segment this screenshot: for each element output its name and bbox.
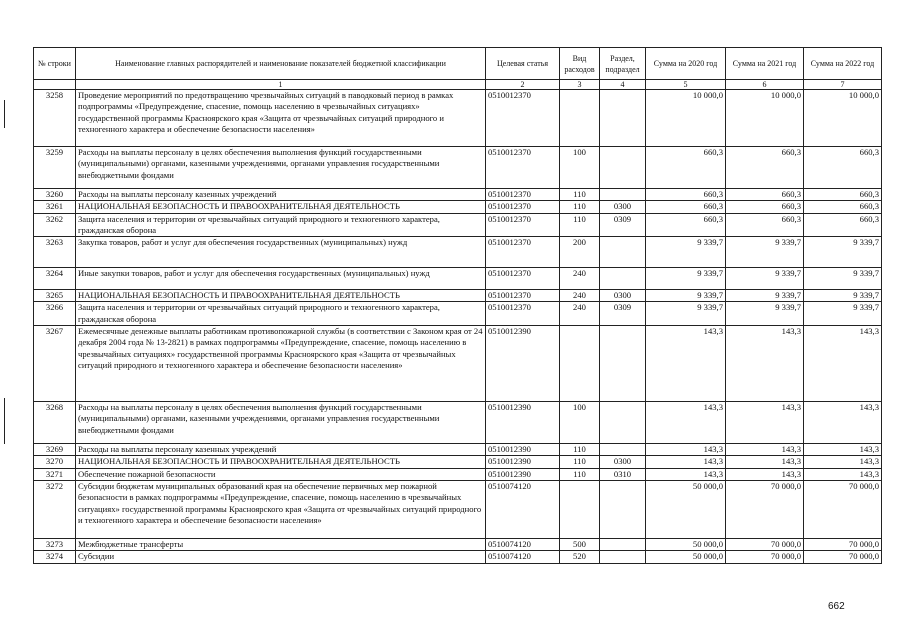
- row-sum-2020: 50 000,0: [646, 480, 726, 538]
- row-expense-kind: 200: [560, 237, 600, 268]
- table-row: [34, 90, 882, 147]
- row-name: Расходы на выплаты персоналу казенных учреждений: [76, 189, 486, 201]
- row-target-article: 0510012370: [486, 189, 560, 201]
- row-target-article: 0510012370: [486, 213, 560, 237]
- row-name: Защита населения и территории от чрезвычайных ситуаций природного и техногенного характера, гражданская оборона: [76, 213, 486, 237]
- row-sum-2020: 660,3: [646, 147, 726, 189]
- row-expense-kind: 110: [560, 201, 600, 213]
- row-sum-2022: 70 000,0: [804, 538, 882, 550]
- row-expense-kind: 520: [560, 551, 600, 563]
- table-row: [34, 402, 882, 444]
- row-target-article: 0510012370: [486, 290, 560, 302]
- row-sum-2020: 50 000,0: [646, 551, 726, 563]
- row-section: [600, 538, 646, 550]
- row-sum-2021: 660,3: [726, 189, 804, 201]
- row-sum-2021: 143,3: [726, 444, 804, 456]
- row-sum-2021: 660,3: [726, 201, 804, 213]
- row-number: 3259: [34, 147, 76, 189]
- row-sum-2021: 70 000,0: [726, 551, 804, 563]
- row-sum-2021: 70 000,0: [726, 480, 804, 538]
- budget-table: [33, 47, 882, 564]
- row-name: Расходы на выплаты персоналу казенных учреждений: [76, 444, 486, 456]
- row-section: [600, 189, 646, 201]
- column-number: 3: [560, 80, 600, 90]
- row-sum-2022: 143,3: [804, 456, 882, 468]
- row-name: Субсидии бюджетам муниципальных образований края на обеспечение первичных мер пожарной безопасности в рамках подпрограммы «Предупреждение, спасение, помощь населению в чрезвычайных ситуациях» государственной программы Красноярского края «Защита от чрезвычайных ситуаций природного и техногенного характера и обеспечение безопасности населения»: [76, 480, 486, 538]
- row-target-article: 0510012370: [486, 302, 560, 326]
- row-sum-2021: 9 339,7: [726, 302, 804, 326]
- row-sum-2022: 143,3: [804, 444, 882, 456]
- row-section: 0300: [600, 456, 646, 468]
- row-number: 3262: [34, 213, 76, 237]
- row-expense-kind: 110: [560, 444, 600, 456]
- row-expense-kind: 110: [560, 189, 600, 201]
- row-sum-2022: 143,3: [804, 326, 882, 402]
- row-sum-2021: 660,3: [726, 213, 804, 237]
- table-row: [34, 268, 882, 290]
- row-sum-2022: 660,3: [804, 147, 882, 189]
- row-sum-2020: 50 000,0: [646, 538, 726, 550]
- row-sum-2020: 143,3: [646, 444, 726, 456]
- row-target-article: 0510012390: [486, 402, 560, 444]
- row-number: 3270: [34, 456, 76, 468]
- header-section: Раздел, подраздел: [600, 48, 646, 80]
- row-expense-kind: 110: [560, 468, 600, 480]
- row-name: Ежемесячные денежные выплаты работникам противопожарной службы (в соответствии с Законом края от 24 декабря 2004 года № 13-2821) в рамках подпрограммы «Предупреждение, спасение, помощь населению в чрезвычайных ситуациях» государственной программы Красноярского края «Защита от чрезвычайных ситуаций природного и техногенного характера и обеспечение безопасности населения»: [76, 326, 486, 402]
- row-name: Межбюджетные трансферты: [76, 538, 486, 550]
- row-sum-2022: 143,3: [804, 468, 882, 480]
- table-header: [34, 48, 882, 80]
- column-number-row: [34, 80, 882, 90]
- row-sum-2020: 9 339,7: [646, 237, 726, 268]
- row-sum-2022: 9 339,7: [804, 237, 882, 268]
- table-row: [34, 189, 882, 201]
- row-sum-2022: 70 000,0: [804, 480, 882, 538]
- row-sum-2022: 9 339,7: [804, 268, 882, 290]
- row-target-article: 0510012370: [486, 147, 560, 189]
- row-sum-2020: 9 339,7: [646, 268, 726, 290]
- row-sum-2022: 70 000,0: [804, 551, 882, 563]
- row-expense-kind: 100: [560, 402, 600, 444]
- row-sum-2021: 143,3: [726, 402, 804, 444]
- row-number: 3265: [34, 290, 76, 302]
- row-target-article: 0510012390: [486, 468, 560, 480]
- row-expense-kind: 240: [560, 302, 600, 326]
- row-sum-2020: 9 339,7: [646, 302, 726, 326]
- row-sum-2021: 143,3: [726, 468, 804, 480]
- row-expense-kind: [560, 90, 600, 147]
- row-sum-2020: 10 000,0: [646, 90, 726, 147]
- row-sum-2021: 143,3: [726, 456, 804, 468]
- table-row: [34, 302, 882, 326]
- row-target-article: 0510012370: [486, 90, 560, 147]
- row-sum-2021: 9 339,7: [726, 237, 804, 268]
- header-row-number: № строки: [34, 48, 76, 80]
- row-name: Расходы на выплаты персоналу в целях обеспечения выполнения функций государственными (муниципальными) органами, казенными учреждениями, органами управления государственными внебюджетными фондами: [76, 402, 486, 444]
- row-sum-2022: 10 000,0: [804, 90, 882, 147]
- row-section: [600, 237, 646, 268]
- row-sum-2021: 660,3: [726, 147, 804, 189]
- row-sum-2022: 660,3: [804, 213, 882, 237]
- row-name: НАЦИОНАЛЬНАЯ БЕЗОПАСНОСТЬ И ПРАВООХРАНИТЕЛЬНАЯ ДЕЯТЕЛЬНОСТЬ: [76, 456, 486, 468]
- row-target-article: 0510012390: [486, 456, 560, 468]
- row-section: [600, 147, 646, 189]
- row-sum-2020: 143,3: [646, 456, 726, 468]
- row-sum-2021: 10 000,0: [726, 90, 804, 147]
- row-section: [600, 90, 646, 147]
- row-expense-kind: 100: [560, 147, 600, 189]
- row-sum-2021: 143,3: [726, 326, 804, 402]
- row-number: 3260: [34, 189, 76, 201]
- row-section: [600, 444, 646, 456]
- row-section: [600, 402, 646, 444]
- table-row: [34, 468, 882, 480]
- row-expense-kind: [560, 480, 600, 538]
- column-number: 7: [804, 80, 882, 90]
- table-row: [34, 213, 882, 237]
- row-target-article: 0510012390: [486, 444, 560, 456]
- margin-mark: [4, 100, 5, 128]
- row-name: Закупка товаров, работ и услуг для обеспечения государственных (муниципальных) нужд: [76, 237, 486, 268]
- row-sum-2020: 143,3: [646, 402, 726, 444]
- row-expense-kind: 240: [560, 268, 600, 290]
- row-target-article: 0510012370: [486, 237, 560, 268]
- table-body: [34, 80, 882, 564]
- row-number: 3269: [34, 444, 76, 456]
- row-number: 3272: [34, 480, 76, 538]
- row-section: [600, 268, 646, 290]
- column-number: 1: [76, 80, 486, 90]
- header-expense-kind: Вид расходов: [560, 48, 600, 80]
- row-number: 3264: [34, 268, 76, 290]
- row-number: 3266: [34, 302, 76, 326]
- row-sum-2021: 9 339,7: [726, 290, 804, 302]
- table-row: [34, 551, 882, 563]
- row-expense-kind: 500: [560, 538, 600, 550]
- column-number: 4: [600, 80, 646, 90]
- column-number: 2: [486, 80, 560, 90]
- row-sum-2022: 9 339,7: [804, 302, 882, 326]
- header-sum-2021: Сумма на 2021 год: [726, 48, 804, 80]
- row-target-article: 0510012390: [486, 326, 560, 402]
- row-name: Субсидии: [76, 551, 486, 563]
- row-section: [600, 480, 646, 538]
- row-target-article: 0510074120: [486, 551, 560, 563]
- header-name: Наименование главных распорядителей и наименование показателей бюджетной классификации: [76, 48, 486, 80]
- row-name: НАЦИОНАЛЬНАЯ БЕЗОПАСНОСТЬ И ПРАВООХРАНИТЕЛЬНАЯ ДЕЯТЕЛЬНОСТЬ: [76, 201, 486, 213]
- row-sum-2021: 70 000,0: [726, 538, 804, 550]
- row-name: Расходы на выплаты персоналу в целях обеспечения выполнения функций государственными (муниципальными) органами, казенными учреждениями, органами управления государственными внебюджетными фондами: [76, 147, 486, 189]
- column-number: 5: [646, 80, 726, 90]
- row-section: [600, 551, 646, 563]
- table-row: [34, 538, 882, 550]
- row-expense-kind: 110: [560, 213, 600, 237]
- row-number: 3273: [34, 538, 76, 550]
- table-row: [34, 237, 882, 268]
- row-section: 0300: [600, 290, 646, 302]
- row-target-article: 0510012370: [486, 268, 560, 290]
- row-expense-kind: 110: [560, 456, 600, 468]
- row-target-article: 0510074120: [486, 538, 560, 550]
- row-sum-2022: 660,3: [804, 201, 882, 213]
- row-number: 3271: [34, 468, 76, 480]
- row-number: 3261: [34, 201, 76, 213]
- row-target-article: 0510012370: [486, 201, 560, 213]
- margin-mark: [4, 398, 5, 444]
- row-expense-kind: 240: [560, 290, 600, 302]
- header-sum-2022: Сумма на 2022 год: [804, 48, 882, 80]
- table-row: [34, 444, 882, 456]
- row-sum-2022: 660,3: [804, 189, 882, 201]
- row-sum-2020: 143,3: [646, 326, 726, 402]
- table-row: [34, 456, 882, 468]
- header-row: [34, 48, 882, 80]
- row-sum-2021: 9 339,7: [726, 268, 804, 290]
- page-number: 662: [828, 601, 845, 612]
- row-section: [600, 326, 646, 402]
- table-row: [34, 147, 882, 189]
- column-number: 6: [726, 80, 804, 90]
- row-section: 0310: [600, 468, 646, 480]
- row-target-article: 0510074120: [486, 480, 560, 538]
- row-expense-kind: [560, 326, 600, 402]
- row-sum-2020: 9 339,7: [646, 290, 726, 302]
- row-name: Обеспечение пожарной безопасности: [76, 468, 486, 480]
- header-sum-2020: Сумма на 2020 год: [646, 48, 726, 80]
- row-section: 0309: [600, 302, 646, 326]
- column-number: [34, 80, 76, 90]
- row-number: 3258: [34, 90, 76, 147]
- header-target-article: Целевая статья: [486, 48, 560, 80]
- row-name: Иные закупки товаров, работ и услуг для обеспечения государственных (муниципальных) нужд: [76, 268, 486, 290]
- row-name: Защита населения и территории от чрезвычайных ситуаций природного и техногенного характера, гражданская оборона: [76, 302, 486, 326]
- row-name: НАЦИОНАЛЬНАЯ БЕЗОПАСНОСТЬ И ПРАВООХРАНИТЕЛЬНАЯ ДЕЯТЕЛЬНОСТЬ: [76, 290, 486, 302]
- row-sum-2020: 143,3: [646, 468, 726, 480]
- table-row: [34, 480, 882, 538]
- row-sum-2020: 660,3: [646, 213, 726, 237]
- row-number: 3274: [34, 551, 76, 563]
- table-row: [34, 201, 882, 213]
- row-name: Проведение мероприятий по предотвращению чрезвычайных ситуаций в паводковый период в рамках подпрограммы «Предупреждение, спасение, помощь населению в чрезвычайных ситуациях» государственной программы Красноярского края «Защита от чрезвычайных ситуаций природного и техногенного характера и обеспечение безопасности населения»: [76, 90, 486, 147]
- row-sum-2022: 143,3: [804, 402, 882, 444]
- row-section: 0300: [600, 201, 646, 213]
- row-section: 0309: [600, 213, 646, 237]
- row-number: 3263: [34, 237, 76, 268]
- table-row: [34, 326, 882, 402]
- row-sum-2020: 660,3: [646, 189, 726, 201]
- row-sum-2020: 660,3: [646, 201, 726, 213]
- row-sum-2022: 9 339,7: [804, 290, 882, 302]
- table-row: [34, 290, 882, 302]
- row-number: 3267: [34, 326, 76, 402]
- row-number: 3268: [34, 402, 76, 444]
